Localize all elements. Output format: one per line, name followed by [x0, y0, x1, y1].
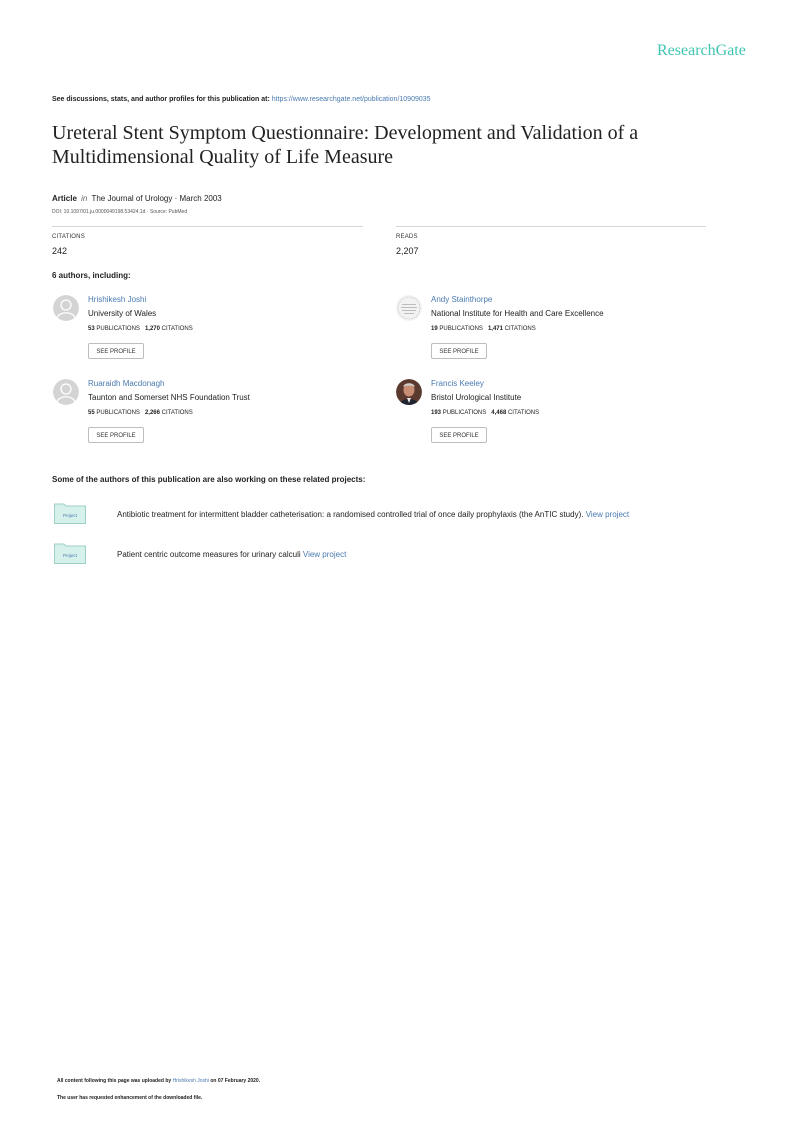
author-institution: University of Wales — [88, 309, 157, 318]
reads-count: 2,207 — [396, 246, 419, 256]
project-item — [117, 510, 629, 519]
project-title: Patient centric outcome measures for urinary calculi — [117, 550, 301, 559]
publications-label: PUBLICATIONS — [442, 410, 487, 416]
citations-label: CITATIONS — [507, 410, 540, 416]
divider-citations — [52, 226, 363, 227]
project-icon-label: Project — [62, 553, 78, 558]
project-title: Antibiotic treatment for intermittent bladder catheterisation: a randomised controlled trial of once daily prophylaxis (the AnTIC study). — [117, 510, 584, 519]
researchgate-logo[interactable]: ResearchGate — [657, 42, 746, 59]
see-discussions-line — [52, 96, 431, 103]
upload-note-suffix: on 07 February 2020. — [208, 1078, 261, 1084]
related-projects-heading: Some of the authors of this publication are also working on these related projects: — [52, 475, 366, 484]
view-project-link[interactable]: View project — [585, 510, 630, 519]
upload-note — [57, 1078, 260, 1084]
author-institution: National Institute for Health and Care Excellence — [431, 309, 604, 318]
upload-note-prefix: All content following this page was uploaded by — [57, 1078, 173, 1084]
publications-label: PUBLICATIONS — [439, 326, 483, 332]
see-profile-button[interactable]: SEE PROFILE — [88, 427, 144, 443]
article-in: in — [81, 194, 88, 203]
citations-label: CITATIONS — [161, 326, 193, 332]
publication-count: 19 — [431, 326, 438, 332]
citation-count: 1,270 — [144, 326, 160, 332]
avatar-photo-icon[interactable] — [396, 379, 422, 405]
author-stats — [431, 326, 536, 332]
author-institution: Taunton and Somerset NHS Foundation Trust — [88, 393, 250, 402]
project-item — [117, 550, 346, 559]
citations-count: 242 — [52, 246, 68, 256]
publication-title: Ureteral Stent Symptom Questionnaire: Development and Validation of a Multidimensional Quality of Life Measure — [52, 122, 639, 168]
doi-line: DOI: 10.1097/01.ju.0000049198.53424.1d · Source: PubMed — [52, 209, 188, 215]
avatar-placeholder-icon[interactable] — [53, 295, 79, 321]
avatar-photo-icon[interactable] — [396, 295, 422, 321]
authors-heading: 6 authors, including: — [52, 271, 131, 280]
divider-reads — [396, 226, 706, 227]
citation-count: 2,266 — [144, 410, 160, 416]
author-name-link[interactable]: Francis Keeley — [431, 379, 484, 388]
publication-count: 193 — [431, 410, 442, 416]
article-type: Article — [52, 194, 77, 203]
author-name-link[interactable]: Andy Stainthorpe — [431, 295, 493, 304]
citation-count: 1,471 — [487, 326, 503, 332]
enhancement-note: The user has requested enhancement of the downloaded file. — [57, 1095, 203, 1101]
avatar-placeholder-icon[interactable] — [53, 379, 79, 405]
author-stats — [88, 410, 193, 416]
project-folder-icon[interactable] — [54, 502, 86, 524]
author-name-link[interactable]: Hrishikesh Joshi — [88, 295, 147, 304]
project-icon-label: Project — [62, 513, 78, 518]
see-discussions-text: See discussions, stats, and author profiles for this publication at: — [52, 96, 272, 103]
author-name-link[interactable]: Ruaraidh Macdonagh — [88, 379, 165, 388]
citations-label: CITATIONS — [52, 234, 85, 240]
view-project-link[interactable]: View project — [302, 550, 347, 559]
citations-label: CITATIONS — [161, 410, 193, 416]
publication-url-link[interactable]: https://www.researchgate.net/publication/10909035 — [271, 96, 431, 103]
see-profile-button[interactable]: SEE PROFILE — [431, 427, 487, 443]
publications-label: PUBLICATIONS — [96, 410, 140, 416]
citations-label: CITATIONS — [504, 326, 536, 332]
project-folder-icon[interactable] — [54, 542, 86, 564]
uploader-link[interactable]: Hrishikesh Joshi — [172, 1078, 209, 1084]
publications-label: PUBLICATIONS — [96, 326, 140, 332]
publication-count: 55 — [88, 410, 95, 416]
publication-count: 53 — [88, 326, 95, 332]
reads-label: READS — [396, 234, 418, 240]
citation-count: 4,468 — [491, 410, 507, 416]
see-profile-button[interactable]: SEE PROFILE — [431, 343, 487, 359]
author-stats — [88, 326, 193, 332]
author-institution: Bristol Urological Institute — [431, 393, 522, 402]
journal-info: The Journal of Urology · March 2003 — [91, 194, 222, 203]
article-meta — [52, 194, 222, 203]
author-stats — [431, 410, 539, 416]
see-profile-button[interactable]: SEE PROFILE — [88, 343, 144, 359]
